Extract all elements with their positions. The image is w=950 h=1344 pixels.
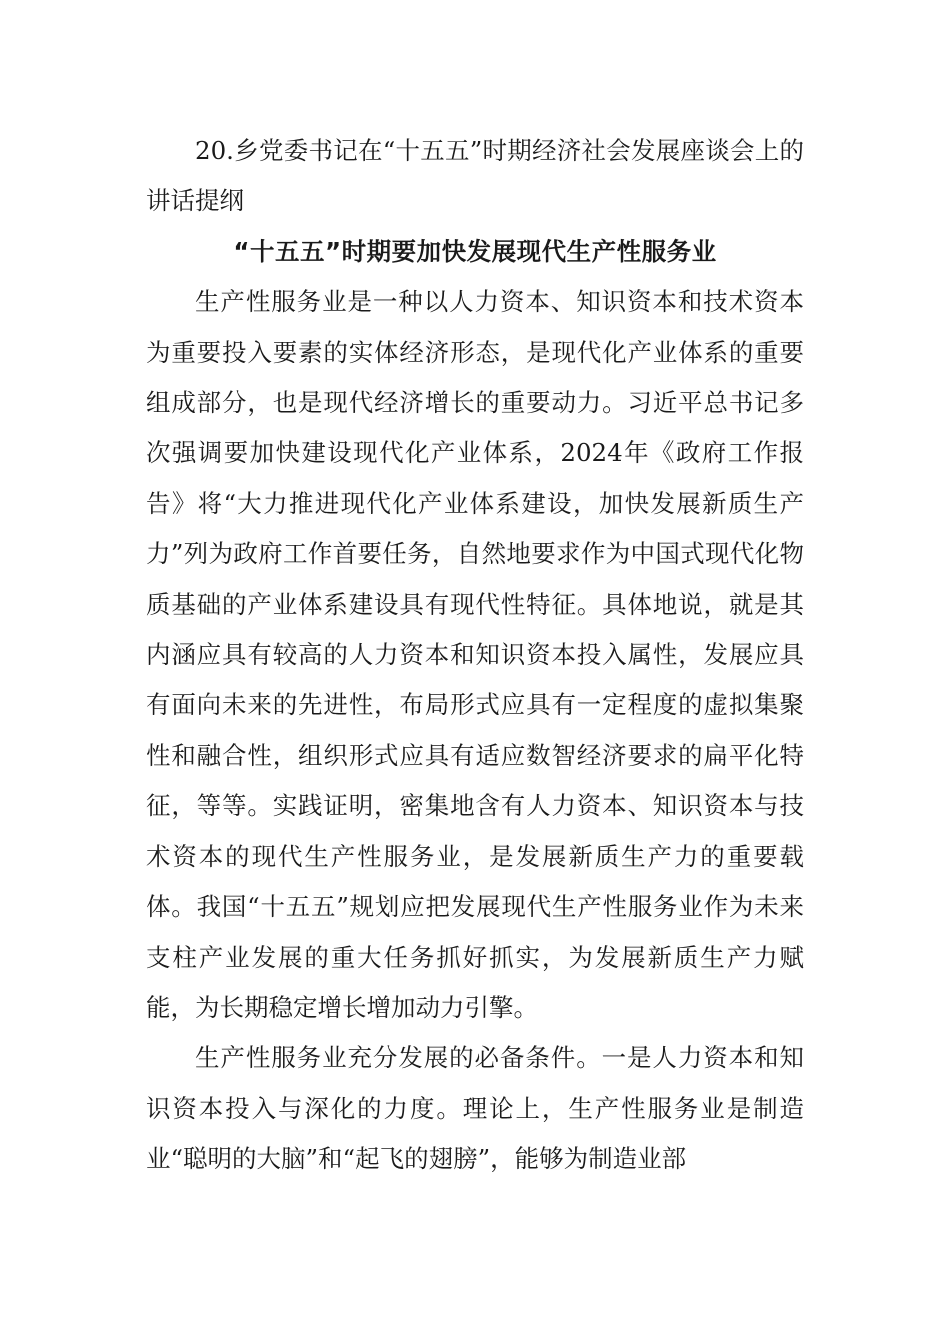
document-body — [146, 126, 804, 1185]
document-heading: 20.乡党委书记在“十五五”时期经济社会发展座谈会上的讲话提纲 — [146, 136, 804, 216]
section-subtitle: “十五五”时期要加快发展现代生产性服务业 — [233, 236, 717, 266]
body-paragraph: 生产性服务业充分发展的必备条件。一是人力资本和知识资本投入与深化的力度。理论上，生产性服务业是制造业“聪明的大脑”和“起飞的翅膀”，能够为制造业部 — [146, 1043, 804, 1174]
body-paragraph: 生产性服务业是一种以人力资本、知识资本和技术资本为重要投入要素的实体经济形态，是现代化产业体系的重要组成部分，也是现代经济增长的重要动力。习近平总书记多次强调要加快建设现代化产业体系，2024年《政府工作报告》将“大力推进现代化产业体系建设，加快发展新质生产力”列为政府工作首要任务，自然地要求作为中国式现代化物质基础的产业体系建设具有现代性特征。具体地说，就是其内涵应具有较高的人力资本和知识资本投入属性，发展应具有面向未来的先进性，布局形式应具有一定程度的虚拟集聚性和融合性，组织形式应具有适应数智经济要求的扁平化特征，等等。实践证明，密集地含有人力资本、知识资本与技术资本的现代生产性服务业，是发展新质生产力的重要载体。我国“十五五”规划应把发展现代生产性服务业作为未来支柱产业发展的重大任务抓好抓实，为发展新质生产力赋能，为长期稳定增长增加动力引擎。 — [146, 287, 804, 1022]
